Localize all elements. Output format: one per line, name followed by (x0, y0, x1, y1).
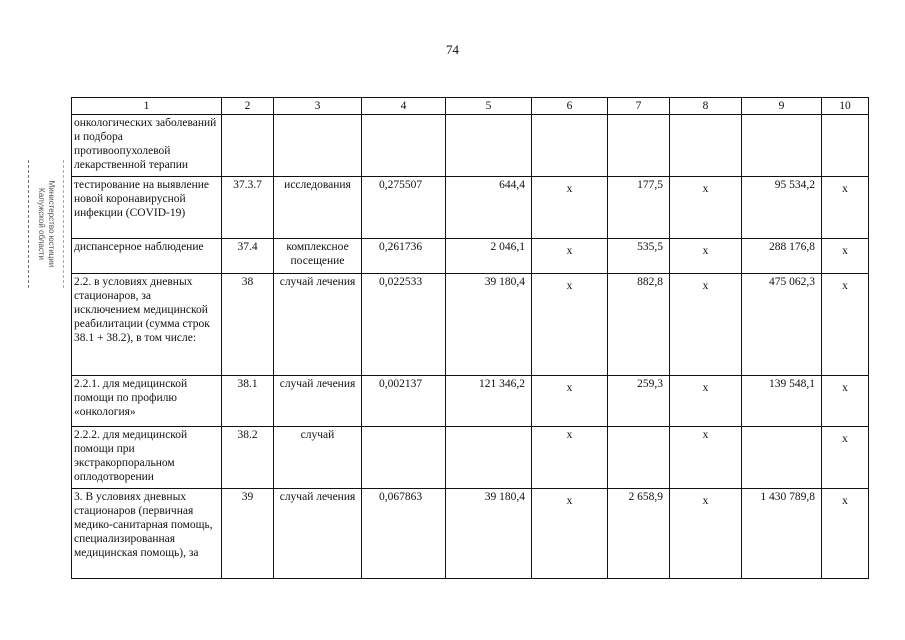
row-unit: случай лечения (274, 376, 362, 427)
stamp-line-2: Калужской области (37, 188, 46, 260)
header-cell: 6 (532, 98, 608, 115)
row-col7: 177,5 (608, 177, 670, 239)
row-col9: 288 176,8 (742, 239, 822, 274)
row-norm: 0,002137 (362, 376, 446, 427)
row-col6: х (532, 239, 608, 274)
row-code: 38.1 (222, 376, 274, 427)
row-col7: 535,5 (608, 239, 670, 274)
row-col9: 139 548,1 (742, 376, 822, 427)
row-col7: 882,8 (608, 274, 670, 376)
row-col10 (822, 115, 869, 177)
data-table (71, 97, 869, 579)
row-unit: случай (274, 427, 362, 489)
row-name: 3. В условиях дневных стационаров (первичная медико-санитарная помощь, специализированная медицинская помощь), за (72, 489, 222, 579)
row-col10: х (822, 427, 869, 489)
row-cost (446, 115, 532, 177)
row-norm: 0,022533 (362, 274, 446, 376)
row-col8: х (670, 239, 742, 274)
header-cell: 1 (72, 98, 222, 115)
row-col7: 259,3 (608, 376, 670, 427)
row-col8 (670, 115, 742, 177)
row-col8: х (670, 177, 742, 239)
row-norm (362, 427, 446, 489)
table-row (72, 376, 869, 427)
table-row (72, 427, 869, 489)
row-norm: 0,067863 (362, 489, 446, 579)
row-col6: х (532, 427, 608, 489)
row-cost (446, 427, 532, 489)
row-col7: 2 658,9 (608, 489, 670, 579)
row-col9: 95 534,2 (742, 177, 822, 239)
row-unit (274, 115, 362, 177)
row-unit: случай лечения (274, 274, 362, 376)
row-code: 38.2 (222, 427, 274, 489)
row-norm: 0,275507 (362, 177, 446, 239)
row-cost: 39 180,4 (446, 274, 532, 376)
row-col10: х (822, 239, 869, 274)
row-unit: исследования (274, 177, 362, 239)
header-cell: 3 (274, 98, 362, 115)
stamp-text (36, 181, 56, 268)
row-unit: случай лечения (274, 489, 362, 579)
table-row (72, 489, 869, 579)
row-col9: 475 062,3 (742, 274, 822, 376)
registration-stamp (28, 160, 64, 288)
row-name: тестирование на выявление новой коронавирусной инфекции (COVID-19) (72, 177, 222, 239)
row-col9 (742, 115, 822, 177)
row-norm (362, 115, 446, 177)
row-cost: 644,4 (446, 177, 532, 239)
stamp-line-1: Министерство юстиции (47, 180, 56, 268)
table-row (72, 115, 869, 177)
row-col9 (742, 427, 822, 489)
row-code: 37.4 (222, 239, 274, 274)
row-col7 (608, 115, 670, 177)
header-cell: 2 (222, 98, 274, 115)
row-col10: х (822, 489, 869, 579)
header-cell: 8 (670, 98, 742, 115)
header-cell: 4 (362, 98, 446, 115)
row-col8: х (670, 274, 742, 376)
row-norm: 0,261736 (362, 239, 446, 274)
row-col10: х (822, 274, 869, 376)
table-row (72, 239, 869, 274)
page-number: 74 (446, 42, 459, 57)
row-col8: х (670, 376, 742, 427)
row-col6: х (532, 177, 608, 239)
row-col7 (608, 427, 670, 489)
table-row (72, 274, 869, 376)
header-cell: 10 (822, 98, 869, 115)
header-cell: 7 (608, 98, 670, 115)
table-row (72, 177, 869, 239)
row-cost: 39 180,4 (446, 489, 532, 579)
row-name: 2.2.2. для медицинской помощи при экстракорпоральном оплодотворении (72, 427, 222, 489)
row-name: диспансерное наблюдение (72, 239, 222, 274)
header-cell: 5 (446, 98, 532, 115)
row-col6: х (532, 489, 608, 579)
row-col9: 1 430 789,8 (742, 489, 822, 579)
row-code: 37.3.7 (222, 177, 274, 239)
row-name: 2.2.1. для медицинской помощи по профилю «онкология» (72, 376, 222, 427)
row-name: онкологических заболеваний и подбора противоопухолевой лекарственной терапии (72, 115, 222, 177)
row-name: 2.2. в условиях дневных стационаров, за исключением медицинской реабилитации (сумма строк 38.1 + 38.2), в том числе: (72, 274, 222, 376)
row-col6: х (532, 274, 608, 376)
header-row (72, 98, 869, 115)
header-cell: 9 (742, 98, 822, 115)
row-cost: 121 346,2 (446, 376, 532, 427)
row-col10: х (822, 376, 869, 427)
row-col8: х (670, 427, 742, 489)
row-col6: х (532, 376, 608, 427)
row-col10: х (822, 177, 869, 239)
row-unit: комплексное посещение (274, 239, 362, 274)
row-cost: 2 046,1 (446, 239, 532, 274)
row-code: 39 (222, 489, 274, 579)
row-col8: х (670, 489, 742, 579)
row-code: 38 (222, 274, 274, 376)
row-code (222, 115, 274, 177)
row-col6 (532, 115, 608, 177)
